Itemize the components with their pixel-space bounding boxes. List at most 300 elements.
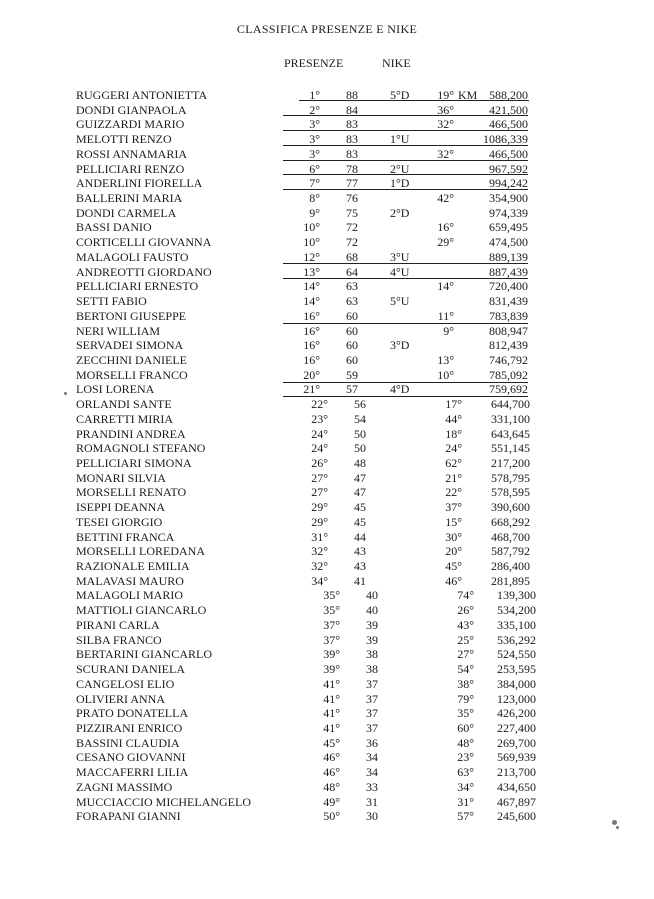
table-row: [0, 427, 654, 442]
presenze-rank: 41°: [323, 676, 340, 691]
participant-name: BERTONI GIUSEPPE: [76, 308, 187, 323]
presenze-rank: 50°: [323, 809, 340, 824]
table-row: [0, 206, 654, 221]
nike-rank: 74°: [457, 588, 474, 603]
presenze-count: 60: [346, 323, 358, 338]
nike-rank: 48°: [457, 735, 474, 750]
table-row: [0, 515, 654, 530]
nike-km: 967,592: [489, 161, 528, 176]
table-row: [0, 647, 654, 662]
scan-speck: [616, 826, 619, 829]
presenze-rank: 49°: [323, 794, 340, 809]
nike-km: 466,500: [489, 117, 528, 132]
participant-name: RUGGERI ANTONIETTA: [76, 88, 208, 102]
nike-rank: 46°: [445, 573, 462, 588]
presenze-rank: 31°: [311, 529, 328, 544]
presenze-rank: 24°: [311, 441, 328, 456]
presenze-rank: 27°: [311, 485, 328, 500]
nike-rank: 15°: [445, 514, 462, 529]
nike-rank: 35°: [457, 706, 474, 721]
presenze-count: 36: [366, 735, 378, 750]
nike-km: 286,400: [491, 559, 530, 574]
nike-km: 994,242: [489, 176, 528, 191]
nike-rank: 20°: [445, 544, 462, 559]
nike-km: 281,895: [491, 573, 530, 588]
nike-medal: 2°D: [390, 205, 410, 220]
participant-name: TESEI GIORGIO: [76, 514, 163, 529]
participant-name: SERVADEI SIMONA: [76, 338, 184, 353]
presenze-count: 56: [354, 397, 366, 412]
presenze-rank: 32°: [311, 544, 328, 559]
participant-name: ANDERLINI FIORELLA: [76, 176, 203, 191]
nike-rank: 62°: [445, 456, 462, 470]
nike-km: 551,145: [491, 441, 530, 456]
nike-rank: 10°: [437, 367, 454, 382]
presenze-rank: 6°: [309, 161, 320, 176]
participant-name: ZAGNI MASSIMO: [76, 779, 173, 794]
presenze-rank: 8°: [309, 191, 320, 206]
nike-column-header: NIKE: [382, 56, 411, 70]
presenze-rank: 29°: [311, 500, 328, 515]
presenze-rank: 1°: [309, 88, 320, 102]
nike-km: 354,900: [489, 191, 528, 206]
presenze-count: 63: [346, 294, 358, 309]
presenze-rank: 46°: [323, 765, 340, 780]
presenze-count: 75: [346, 205, 358, 220]
table-row: [0, 692, 654, 707]
presenze-count: 60: [346, 308, 358, 323]
nike-km: 759,692: [489, 382, 528, 397]
table-row: [0, 324, 654, 339]
presenze-rank: 10°: [303, 220, 320, 235]
table-row: [0, 220, 654, 235]
scan-speck: [612, 820, 617, 825]
underline-rule: [283, 160, 528, 161]
nike-km: 536,292: [497, 632, 536, 647]
presenze-rank: 48°: [323, 779, 340, 794]
underline-rule: [283, 145, 528, 146]
participant-name: PRATO DONATELLA: [76, 706, 189, 721]
participant-name: MALAGOLI FAUSTO: [76, 249, 189, 264]
presenze-rank: 41°: [323, 720, 340, 735]
nike-rank: 27°: [457, 647, 474, 662]
nike-rank: 37°: [445, 500, 462, 515]
participant-name: MATTIOLI GIANCARLO: [76, 603, 207, 618]
participant-name: CORTICELLI GIOVANNA: [76, 235, 212, 250]
presenze-rank: 35°: [323, 603, 340, 618]
presenze-count: 59: [346, 367, 358, 382]
nike-rank: 18°: [445, 426, 462, 441]
table-row: [0, 544, 654, 559]
presenze-count: 54: [354, 411, 366, 426]
presenze-rank: 41°: [323, 691, 340, 706]
presenze-count: 31: [366, 794, 378, 809]
nike-km: 335,100: [497, 617, 536, 632]
presenze-count: 48: [354, 456, 366, 470]
table-row: [0, 588, 654, 603]
participant-name: BASSI DANIO: [76, 220, 152, 235]
presenze-count: 39: [366, 632, 378, 647]
nike-rank: 17°: [445, 397, 462, 412]
underline-rule: [283, 278, 528, 279]
table-row: [0, 191, 654, 206]
nike-rank: 29°: [437, 235, 454, 250]
nike-km: 245,600: [497, 809, 536, 824]
table-row: [0, 456, 654, 471]
presenze-count: 47: [354, 470, 366, 485]
nike-km: 889,139: [489, 249, 528, 264]
presenze-rank: 2°: [309, 102, 320, 117]
table-row: [0, 809, 654, 824]
nike-medal: 3°U: [390, 249, 410, 264]
nike-km: 668,292: [491, 514, 530, 529]
nike-medal: 1°D: [390, 176, 410, 191]
nike-km: 578,795: [491, 470, 530, 485]
presenze-count: 43: [354, 544, 366, 559]
participant-name: BERTARINI GIANCARLO: [76, 647, 212, 662]
presenze-rank: 16°: [303, 352, 320, 367]
nike-rank: 79°: [457, 691, 474, 706]
table-row: [0, 603, 654, 618]
participant-name: PRANDINI ANDREA: [76, 426, 186, 441]
nike-rank: 54°: [457, 662, 474, 677]
nike-km: 659,495: [489, 220, 528, 235]
table-row: [0, 677, 654, 692]
presenze-rank: 22°: [311, 397, 328, 412]
nike-km: 643,645: [491, 426, 530, 441]
nike-rank: 36°: [437, 102, 454, 117]
presenze-count: 57: [346, 382, 358, 397]
presenze-count: 41: [354, 573, 366, 588]
nike-km: 421,500: [489, 102, 528, 117]
table-row: [0, 780, 654, 795]
participant-name: MACCAFERRI LILIA: [76, 765, 189, 780]
presenze-count: 37: [366, 706, 378, 721]
table-row: [0, 765, 654, 780]
nike-km: 139,300: [497, 588, 536, 603]
presenze-count: 43: [354, 559, 366, 574]
underline-rule: [283, 130, 528, 131]
participant-name: BALLERINI MARIA: [76, 191, 183, 206]
presenze-count: 83: [346, 146, 358, 161]
table-row: [0, 574, 654, 589]
nike-medal: 3°D: [390, 338, 410, 353]
nike-km: 746,792: [489, 352, 528, 367]
nike-rank: 24°: [445, 441, 462, 456]
presenze-count: 72: [346, 220, 358, 235]
underline-rule: [283, 323, 528, 324]
presenze-count: 60: [346, 338, 358, 353]
presenze-count: 68: [346, 249, 358, 264]
participant-name: MORSELLI FRANCO: [76, 367, 188, 382]
underline-rule: [283, 396, 528, 397]
nike-rank: 19°: [437, 88, 454, 102]
nike-rank: 31°: [457, 794, 474, 809]
participant-name: ORLANDI SANTE: [76, 397, 172, 412]
participant-name: BETTINI FRANCA: [76, 529, 175, 544]
nike-medal: 5°D: [390, 88, 410, 102]
participant-name: ISEPPI DEANNA: [76, 500, 166, 515]
participant-name: MUCCIACCIO MICHELANGELO: [76, 794, 251, 809]
participant-name: OLIVIERI ANNA: [76, 691, 165, 706]
presenze-rank: 35°: [323, 588, 340, 603]
presenze-count: 37: [366, 676, 378, 691]
underline-rule: [283, 115, 528, 116]
presenze-count: 88: [346, 88, 358, 102]
participant-name: ROSSI ANNAMARIA: [76, 146, 188, 161]
table-row: [0, 662, 654, 677]
presenze-count: 39: [366, 617, 378, 632]
presenze-count: 45: [354, 514, 366, 529]
presenze-count: 77: [346, 176, 358, 191]
presenze-count: 37: [366, 691, 378, 706]
participant-name: PELLICIARI ERNESTO: [76, 279, 199, 294]
presenze-rank: 14°: [303, 279, 320, 294]
nike-km: 384,000: [497, 676, 536, 691]
table-row: [0, 721, 654, 736]
participant-name: CANGELOSI ELIO: [76, 676, 175, 691]
nike-medal: 4°U: [390, 264, 410, 279]
nike-medal: 1°U: [390, 132, 410, 147]
scan-speck: [64, 392, 67, 395]
presenze-rank: 23°: [311, 411, 328, 426]
nike-km: 474,500: [489, 235, 528, 250]
nike-rank: 30°: [445, 529, 462, 544]
km-label: KM: [458, 88, 478, 102]
presenze-rank: 45°: [323, 735, 340, 750]
nike-medal: 4°D: [390, 382, 410, 397]
presenze-count: 64: [346, 264, 358, 279]
nike-medal: 5°U: [390, 294, 410, 309]
table-row: [0, 309, 654, 324]
nike-km: 466,500: [489, 146, 528, 161]
table-row: [0, 441, 654, 456]
participant-name: SILBA FRANCO: [76, 632, 162, 647]
presenze-count: 60: [346, 352, 358, 367]
presenze-rank: 3°: [309, 146, 320, 161]
presenze-rank: 9°: [309, 205, 320, 220]
table-row: [0, 279, 654, 294]
table-row: [0, 338, 654, 353]
table-row: [0, 471, 654, 486]
participant-name: MONARI SILVIA: [76, 470, 166, 485]
participant-name: MALAVASI MAURO: [76, 573, 184, 588]
nike-rank: 43°: [457, 617, 474, 632]
table-row: [0, 795, 654, 810]
presenze-rank: 21°: [303, 382, 320, 397]
participant-name: DONDI GIANPAOLA: [76, 102, 187, 117]
presenze-count: 50: [354, 441, 366, 456]
nike-km: 253,595: [497, 662, 536, 677]
nike-km: 467,897: [497, 794, 536, 809]
underline-rule: [283, 382, 528, 383]
underline-rule: [299, 100, 529, 101]
presenze-count: 40: [366, 588, 378, 603]
table-row: [0, 382, 654, 397]
nike-km: 974,339: [489, 205, 528, 220]
nike-km: 390,600: [491, 500, 530, 515]
document-title: CLASSIFICA PRESENZE E NIKE: [236, 22, 418, 36]
nike-km: 588,200: [489, 88, 528, 102]
presenze-count: 37: [366, 720, 378, 735]
table-row: [0, 530, 654, 545]
nike-rank: 11°: [437, 308, 454, 323]
participant-name: BASSINI CLAUDIA: [76, 735, 180, 750]
presenze-rank: 26°: [311, 456, 328, 470]
presenze-rank: 34°: [311, 573, 328, 588]
table-row: [0, 235, 654, 250]
presenze-count: 84: [346, 102, 358, 117]
presenze-count: 63: [346, 279, 358, 294]
presenze-rank: 16°: [303, 323, 320, 338]
presenze-count: 76: [346, 191, 358, 206]
presenze-count: 44: [354, 529, 366, 544]
participant-name: MORSELLI RENATO: [76, 485, 187, 500]
nike-rank: 63°: [457, 765, 474, 780]
participant-name: ANDREOTTI GIORDANO: [76, 264, 212, 279]
participant-name: MORSELLI LOREDANA: [76, 544, 205, 559]
presenze-rank: 12°: [303, 249, 320, 264]
nike-km: 808,947: [489, 323, 528, 338]
presenze-rank: 39°: [323, 647, 340, 662]
nike-rank: 14°: [437, 279, 454, 294]
nike-km: 644,700: [491, 397, 530, 412]
nike-rank: 26°: [457, 603, 474, 618]
presenze-count: 78: [346, 161, 358, 176]
participant-name: LOSI LORENA: [76, 382, 155, 397]
table-row: [0, 559, 654, 574]
nike-km: 1086,339: [483, 132, 528, 147]
nike-rank: 32°: [437, 146, 454, 161]
table-row: [0, 706, 654, 721]
participant-name: SCURANI DANIELA: [76, 662, 185, 677]
table-row: [0, 736, 654, 751]
participant-name: DONDI CARMELA: [76, 205, 177, 220]
nike-rank: 45°: [445, 559, 462, 574]
participant-name: GUIZZARDI MARIO: [76, 117, 185, 132]
presenze-count: 83: [346, 132, 358, 147]
participant-name: SETTI FABIO: [76, 294, 147, 309]
table-row: [0, 500, 654, 515]
nike-km: 123,000: [497, 691, 536, 706]
participant-name: FORAPANI GIANNI: [76, 809, 181, 824]
nike-rank: 57°: [457, 809, 474, 824]
presenze-rank: 39°: [323, 662, 340, 677]
nike-rank: 32°: [437, 117, 454, 132]
presenze-column-header: PRESENZE: [284, 56, 344, 70]
participant-name: RAZIONALE EMILIA: [76, 559, 190, 574]
nike-km: 720,400: [489, 279, 528, 294]
table-row: [0, 294, 654, 309]
presenze-count: 83: [346, 117, 358, 132]
presenze-rank: 32°: [311, 559, 328, 574]
presenze-count: 40: [366, 603, 378, 618]
nike-medal: 2°U: [390, 161, 410, 176]
nike-km: 534,200: [497, 603, 536, 618]
participant-name: MELOTTI RENZO: [76, 132, 172, 147]
presenze-count: 34: [366, 765, 378, 780]
presenze-rank: 16°: [303, 308, 320, 323]
participant-name: PELLICIARI RENZO: [76, 161, 185, 176]
nike-km: 426,200: [497, 706, 536, 721]
presenze-rank: 16°: [303, 338, 320, 353]
presenze-rank: 3°: [309, 117, 320, 132]
participant-name: NERI WILLIAM: [76, 323, 161, 338]
nike-km: 785,092: [489, 367, 528, 382]
presenze-rank: 24°: [311, 426, 328, 441]
presenze-count: 34: [366, 750, 378, 765]
nike-rank: 60°: [457, 720, 474, 735]
nike-km: 217,200: [491, 456, 530, 470]
nike-km: 524,550: [497, 647, 536, 662]
underline-rule: [283, 263, 528, 264]
presenze-rank: 37°: [323, 617, 340, 632]
nike-km: 783,839: [489, 308, 528, 323]
participant-name: ZECCHINI DANIELE: [76, 352, 187, 367]
table-row: [0, 618, 654, 633]
nike-rank: 23°: [457, 750, 474, 765]
nike-km: 227,400: [497, 720, 536, 735]
nike-rank: 25°: [457, 632, 474, 647]
table-row: [0, 397, 654, 412]
participant-name: ROMAGNOLI STEFANO: [76, 441, 206, 456]
presenze-count: 30: [366, 809, 378, 824]
table-row: [0, 750, 654, 765]
table-row: [0, 353, 654, 368]
nike-km: 468,700: [491, 529, 530, 544]
presenze-rank: 3°: [309, 132, 320, 147]
presenze-rank: 13°: [303, 264, 320, 279]
nike-km: 587,792: [491, 544, 530, 559]
nike-rank: 34°: [457, 779, 474, 794]
presenze-rank: 14°: [303, 294, 320, 309]
presenze-rank: 41°: [323, 706, 340, 721]
nike-rank: 42°: [437, 191, 454, 206]
presenze-rank: 7°: [309, 176, 320, 191]
presenze-count: 45: [354, 500, 366, 515]
table-row: [0, 368, 654, 383]
participant-name: PELLICIARI SIMONA: [76, 456, 192, 470]
presenze-rank: 29°: [311, 514, 328, 529]
nike-km: 812,439: [489, 338, 528, 353]
presenze-count: 50: [354, 426, 366, 441]
participant-name: CARRETTI MIRIA: [76, 411, 173, 426]
presenze-count: 72: [346, 235, 358, 250]
table-row: [0, 633, 654, 648]
table-row: [0, 485, 654, 500]
nike-km: 569,939: [497, 750, 536, 765]
nike-km: 331,100: [491, 411, 530, 426]
nike-rank: 44°: [445, 411, 462, 426]
nike-rank: 22°: [445, 485, 462, 500]
presenze-count: 38: [366, 647, 378, 662]
underline-rule: [283, 174, 528, 175]
nike-km: 578,595: [491, 485, 530, 500]
participant-name: PIRANI CARLA: [76, 617, 160, 632]
nike-km: 269,700: [497, 735, 536, 750]
table-row: [0, 412, 654, 427]
nike-km: 887,439: [489, 264, 528, 279]
nike-rank: 13°: [437, 352, 454, 367]
nike-km: 213,700: [497, 765, 536, 780]
nike-rank: 21°: [445, 470, 462, 485]
presenze-rank: 27°: [311, 470, 328, 485]
presenze-rank: 37°: [323, 632, 340, 647]
nike-rank: 38°: [457, 676, 474, 691]
nike-rank: 9°: [443, 323, 454, 338]
nike-km: 831,439: [489, 294, 528, 309]
nike-rank: 16°: [437, 220, 454, 235]
